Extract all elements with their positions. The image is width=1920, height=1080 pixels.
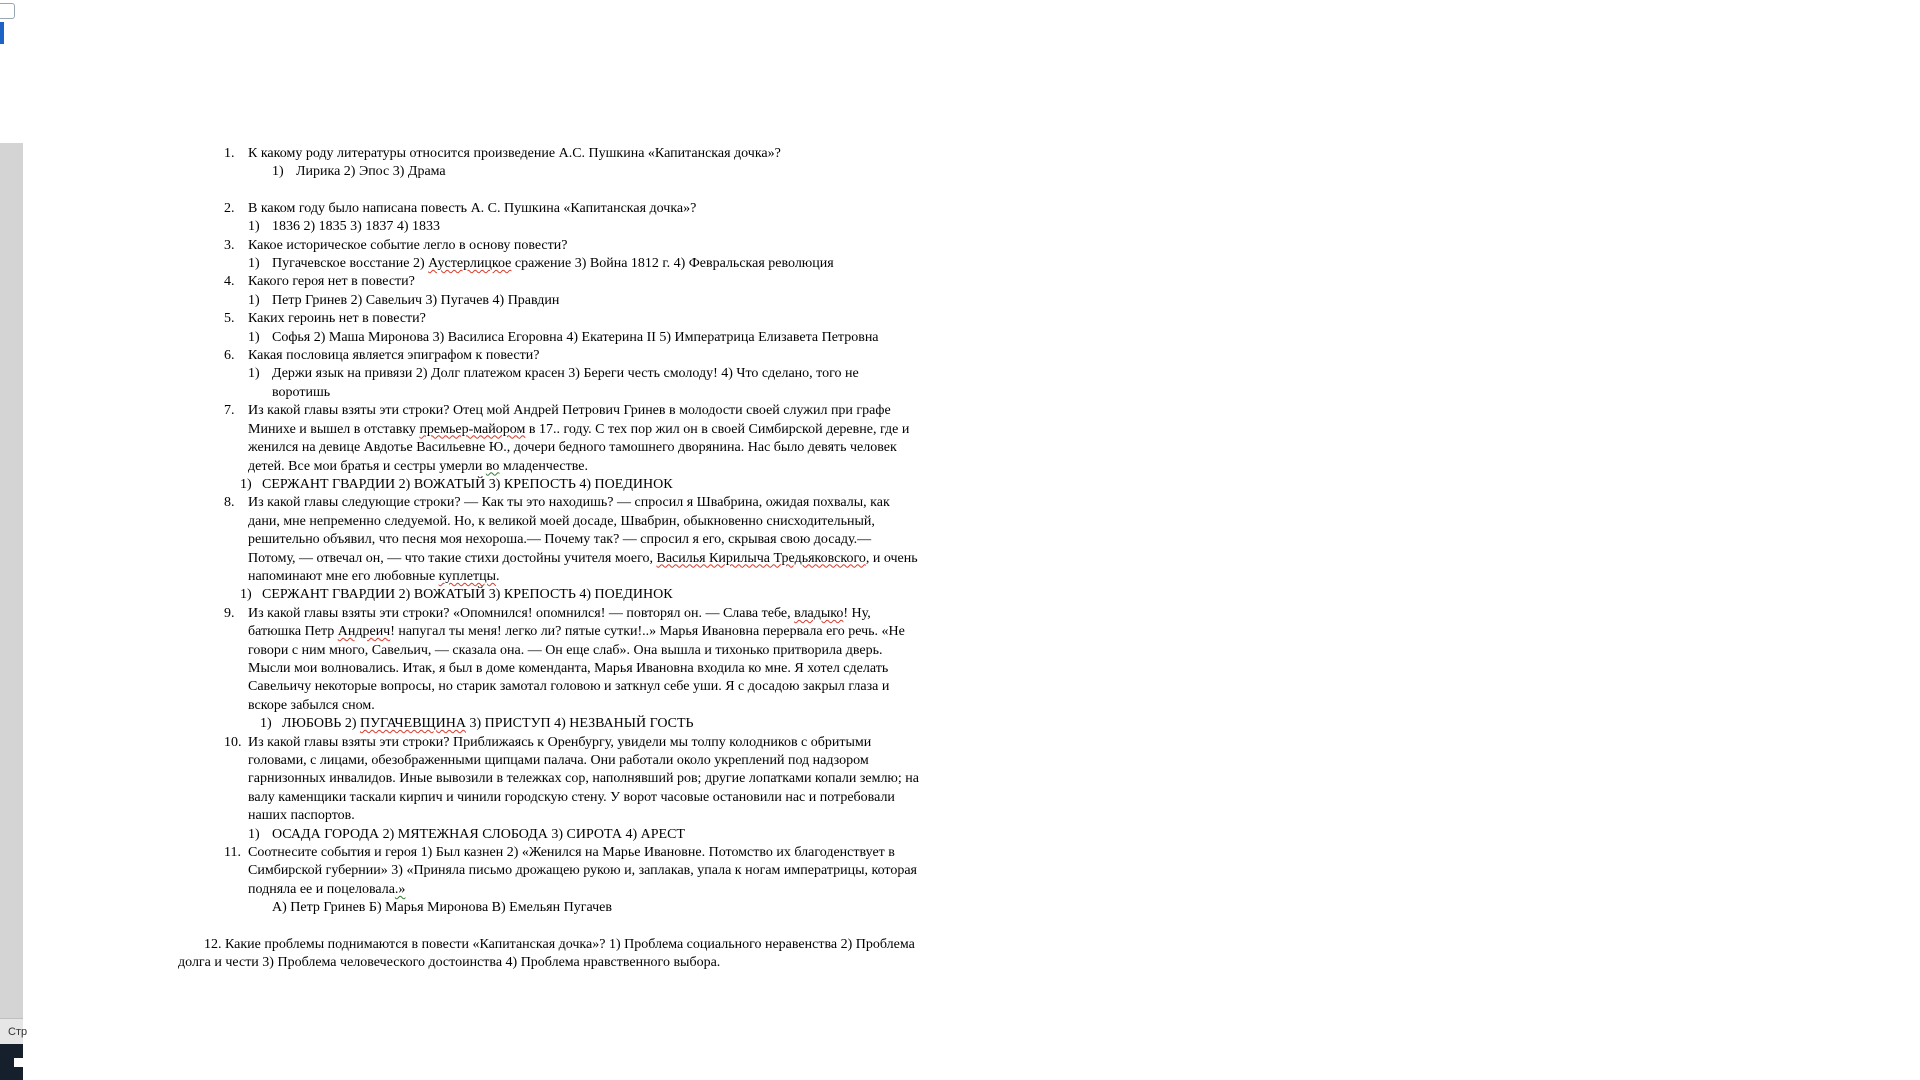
- spellcheck-underlined-word[interactable]: премьер-майором: [419, 421, 526, 437]
- question-4: [200, 273, 920, 291]
- answer-options: [282, 716, 694, 731]
- question-text-part: ! напугал ты меня! легко ли? пятые сутки!..» Марья Ивановна перервала его речь. «Не говори с ним много, Савельич, — сказала она. — Он еще слаб». Она вышла и тихонько притворила дверь. Мысли мои волновались. Итак, я был в доме коменданта, Марья Ивановна входила ко мне. Я хотел сделать Савельичу некоторые вопросы, но старик замотал головою и заткнул себе уши. Я с досадою закрыл глаза и вскоре забылся сном.: [248, 624, 905, 713]
- question-text-part: , и очень напоминают мне его любовные: [248, 550, 918, 584]
- answer-text-part: Пугачевское восстание 2): [272, 256, 429, 272]
- question-text: Из какой главы взяты эти строки? Приближаясь к Оренбургу, увидели мы толпу колодников с обритыми головами, с лицами, обезображенными щипцами палача. Они работали около укреплений под надзором гарнизонных инвалидов. Иные вывозили в тележках сор, наполнявший ров; другие лопатками копали землю; на валу каменщики таскали кирпич и чинили городскую стену. У ворот часовые остановили нас и потребовали наших паспортов.: [248, 734, 919, 824]
- answer-text-part: ЛЮБОВЬ 2): [282, 716, 360, 732]
- question-text-part: ! Ну, батюшка Петр: [248, 605, 871, 640]
- question-number: 6.: [224, 348, 235, 364]
- answer-number: 1): [272, 164, 284, 180]
- window-corner-tab[interactable]: [0, 3, 15, 19]
- answers-3: [200, 255, 920, 273]
- answer-options: 1836 2) 1835 3) 1837 4) 1833: [272, 219, 440, 235]
- answer-options: СЕРЖАНТ ГВАРДИИ 2) ВОЖАТЫЙ 3) КРЕПОСТЬ 4) ПОЕДИНОК: [262, 587, 673, 603]
- question-text: Какие проблемы поднимаются в повести «Капитанская дочка»? 1) Проблема социального неравенства 2) Проблема долга и чести 3) Проблема человеческого достоинства 4) Проблема нравственного выбора.: [178, 936, 915, 971]
- question-number: 3.: [224, 237, 235, 253]
- answer-number: 1): [240, 587, 252, 603]
- answer-number: 1): [260, 716, 272, 732]
- spellcheck-underlined-word[interactable]: Андреич: [337, 624, 391, 640]
- question-text: В каком году было написана повесть А. С. Пушкина «Капитанская дочка»?: [248, 200, 697, 216]
- question-text-part: .: [495, 568, 500, 584]
- question-5: [200, 310, 920, 328]
- answers-4: [200, 292, 920, 310]
- question-text: [248, 403, 909, 473]
- question-2: [200, 200, 920, 218]
- answer-options: [272, 256, 834, 271]
- blank-line: [200, 182, 920, 200]
- question-8: [200, 494, 920, 586]
- status-page-label: Стр: [8, 1026, 28, 1038]
- question-text-part: Из какой главы следующие строки? — Как ты это находишь? — спросил я Швабрина, ожидая похвалы, как дани, мне непременно следуемой. Но, к великой моей досаде, Швабрин, обыкновенно снисходительный, решительно объявил, что песня моя нехороша.— Почему так? — спросил я его, скрывая свою досаду.— Потому, — отвечал он, — что такие стихи достойны учителя моего,: [248, 495, 890, 566]
- answers-5: [200, 329, 920, 347]
- window-edge: [0, 0, 28, 1080]
- answer-number: 1): [240, 476, 252, 492]
- question-number: 10.: [224, 734, 242, 750]
- document-page: [178, 145, 920, 972]
- answer-options: Софья 2) Маша Миронова 3) Василиса Егоровна 4) Екатерина II 5) Императрица Елизавета Петровна: [272, 329, 879, 345]
- question-text: Какая пословица является эпиграфом к повести?: [248, 348, 540, 364]
- question-text-part: младенчестве.: [499, 458, 588, 474]
- answer-number: 1): [248, 219, 260, 235]
- answers-2: [200, 218, 920, 236]
- spellcheck-underlined-word[interactable]: куплетцы: [438, 568, 496, 584]
- answer-options: Петр Гринев 2) Савельич 3) Пугачев 4) Правдин: [272, 292, 560, 308]
- spellcheck-underlined-word[interactable]: ПУГАЧЕВЩИНА: [359, 716, 467, 732]
- answer-options: Держи язык на привязи 2) Долг платежом красен 3) Береги честь смолоду! 4) Что сделано, того не воротишь: [272, 366, 859, 400]
- answers-6: [200, 365, 920, 402]
- question-number: 7.: [224, 403, 235, 419]
- question-text: Какого героя нет в повести?: [248, 274, 415, 290]
- question-7: [200, 402, 920, 476]
- answer-text-part: 3) ПРИСТУП 4) НЕЗВАНЫЙ ГОСТЬ: [466, 716, 694, 732]
- grammar-underlined-word[interactable]: .»: [394, 881, 406, 897]
- question-text: [248, 495, 918, 584]
- answer-number: 1): [248, 292, 260, 308]
- document-margin-pane: [0, 143, 23, 1018]
- question-number: 9.: [224, 605, 235, 621]
- answer-options: ОСАДА ГОРОДА 2) МЯТЕЖНАЯ СЛОБОДА 3) СИРОТА 4) АРЕСТ: [272, 826, 685, 842]
- question-3: [200, 237, 920, 255]
- answer-number: 1): [248, 366, 260, 382]
- question-text: [248, 845, 917, 897]
- answer-number: 1): [248, 826, 260, 842]
- answer-options: СЕРЖАНТ ГВАРДИИ 2) ВОЖАТЫЙ 3) КРЕПОСТЬ 4) ПОЕДИНОК: [262, 476, 673, 492]
- question-text-part: Из какой главы взяты эти строки? Отец мой Андрей Петрович Гринев в молодости своей служил при графе Минихе и вышел в отставку: [248, 403, 891, 437]
- status-bar: [0, 1018, 28, 1044]
- question-text: [248, 606, 905, 713]
- question-text-part: Из какой главы взяты эти строки? «Опомнился! опомнился! — повторял он. — Слава тебе,: [248, 605, 795, 621]
- answers-8: [200, 586, 920, 604]
- blank-line: [200, 918, 920, 936]
- answers-7: [200, 476, 920, 494]
- ribbon-tab-marker[interactable]: [0, 22, 4, 44]
- answer-number: 1): [248, 256, 260, 272]
- answer-options: Лирика 2) Эпос 3) Драма: [296, 164, 446, 180]
- start-icon[interactable]: [14, 1058, 23, 1067]
- question-11: [200, 844, 920, 899]
- question-6: [200, 347, 920, 365]
- spellcheck-underlined-word[interactable]: владыко: [794, 605, 844, 621]
- question-text-part: в 17.. году. С тех пор жил он в своей Симбирской деревне, где и женился на девице Авдотье Васильевне Ю., дочери бедного тамошнего дворянина. Нас было девять человек детей. Все мои братья и сестры умерли: [248, 421, 910, 474]
- question-text: Каких героинь нет в повести?: [248, 311, 426, 327]
- question-number: 2.: [224, 200, 235, 216]
- question-number: 5.: [224, 311, 235, 327]
- question-number: 11.: [224, 845, 241, 861]
- answers-9: [200, 715, 920, 733]
- question-10: [200, 734, 920, 826]
- question-number: 12.: [204, 936, 222, 952]
- answer-number: 1): [248, 329, 260, 345]
- question-9: [200, 605, 920, 715]
- question-1: [200, 145, 920, 163]
- question-text: К какому роду литературы относится произведение А.С. Пушкина «Капитанская дочка»?: [248, 146, 781, 161]
- answer-text-part: сражение 3) Война 1812 г. 4) Февральская революция: [511, 256, 834, 272]
- question-number: 1.: [224, 146, 235, 161]
- answers-10: [200, 826, 920, 844]
- question-12: [178, 936, 920, 973]
- question-number: 8.: [224, 495, 235, 511]
- spellcheck-underlined-word[interactable]: Василья Кирилыча Тредьяковского: [656, 550, 866, 566]
- question-text-part: Соотнесите события и героя 1) Был казнен 2) «Женился на Марье Ивановне. Потомство их благоденствует в Симбирской губернии» 3) «Приняла письмо дрожащею рукою и, заплакав, упала к ногам императрицы, которая подняла ее и поцеловала: [248, 845, 917, 897]
- matching-options: А) Петр Гринев Б) Марья Миронова В) Емельян Пугачев: [272, 900, 612, 916]
- question-number: 4.: [224, 274, 235, 290]
- answers-1: [200, 163, 920, 181]
- question-text: Какое историческое событие легло в основу повести?: [248, 237, 568, 253]
- grammar-underlined-word[interactable]: во: [485, 458, 500, 474]
- taskbar: [0, 1044, 23, 1080]
- spellcheck-underlined-word[interactable]: Аустерлицкое: [428, 256, 512, 272]
